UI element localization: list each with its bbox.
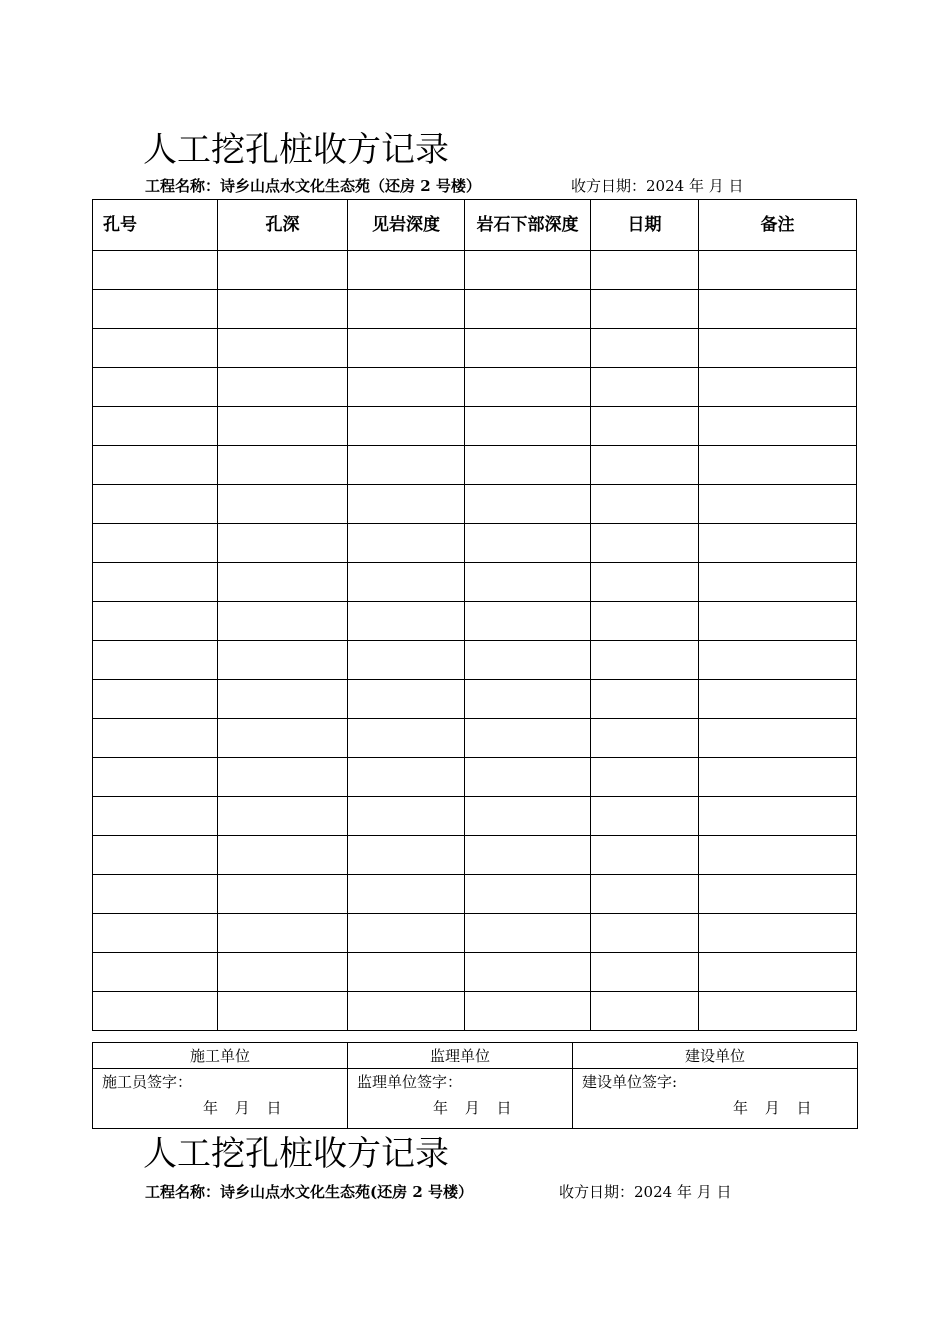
table-row (93, 680, 857, 719)
cell-below-rock-depth[interactable] (465, 290, 591, 329)
cell-hole-no[interactable] (93, 251, 218, 290)
cell-rock-depth[interactable] (348, 875, 465, 914)
table-row (93, 875, 857, 914)
date-value: 2024 年 月 日 (646, 177, 744, 195)
cell-below-rock-depth[interactable] (465, 446, 591, 485)
table-row (93, 485, 857, 524)
project-name-next: 诗乡山点水文化生态苑(还房 2 号楼） (220, 1183, 473, 1201)
col-header-below-rock-depth: 岩石下部深度 (465, 200, 591, 251)
table-row (93, 524, 857, 563)
cell-date[interactable] (591, 290, 699, 329)
cell-date[interactable] (591, 719, 699, 758)
table-row (93, 329, 857, 368)
cell-date[interactable] (591, 797, 699, 836)
cell-remarks[interactable] (699, 875, 857, 914)
collection-date-next (559, 1182, 732, 1202)
cell-hole-no[interactable] (93, 524, 218, 563)
cell-below-rock-depth[interactable] (465, 836, 591, 875)
collection-date (571, 176, 744, 196)
cell-date[interactable] (591, 914, 699, 953)
cell-remarks[interactable] (699, 524, 857, 563)
table-row (93, 290, 857, 329)
project-line-next (145, 1182, 473, 1202)
cell-date[interactable] (591, 329, 699, 368)
cell-hole-no[interactable] (93, 485, 218, 524)
cell-hole-no[interactable] (93, 914, 218, 953)
cell-hole-no[interactable] (93, 329, 218, 368)
cell-date[interactable] (591, 836, 699, 875)
table-row (93, 602, 857, 641)
cell-hole-no[interactable] (93, 836, 218, 875)
cell-hole-no[interactable] (93, 680, 218, 719)
cell-remarks[interactable] (699, 602, 857, 641)
cell-below-rock-depth[interactable] (465, 524, 591, 563)
table-row (93, 797, 857, 836)
cell-date[interactable] (591, 368, 699, 407)
signoff-table (92, 1042, 858, 1129)
col-header-remarks: 备注 (699, 200, 857, 251)
cell-remarks[interactable] (699, 329, 857, 368)
cell-hole-depth[interactable] (218, 836, 348, 875)
cell-hole-depth[interactable] (218, 563, 348, 602)
cell-remarks[interactable] (699, 719, 857, 758)
cell-below-rock-depth[interactable] (465, 992, 591, 1031)
cell-hole-depth[interactable] (218, 407, 348, 446)
cell-rock-depth[interactable] (348, 563, 465, 602)
cell-below-rock-depth[interactable] (465, 329, 591, 368)
cell-remarks[interactable] (699, 953, 857, 992)
cell-below-rock-depth[interactable] (465, 407, 591, 446)
cell-hole-no[interactable] (93, 875, 218, 914)
cell-hole-depth[interactable] (218, 719, 348, 758)
cell-hole-no[interactable] (93, 446, 218, 485)
cell-rock-depth[interactable] (348, 953, 465, 992)
cell-hole-depth[interactable] (218, 524, 348, 563)
cell-rock-depth[interactable] (348, 797, 465, 836)
cell-hole-depth[interactable] (218, 914, 348, 953)
cell-hole-depth[interactable] (218, 290, 348, 329)
cell-rock-depth[interactable] (348, 602, 465, 641)
contractor-signature-label: 施工员签字： (102, 1073, 193, 1091)
project-name: 诗乡山点水文化生态苑（还房 2 号楼） (220, 177, 481, 195)
cell-date[interactable] (591, 251, 699, 290)
cell-rock-depth[interactable] (348, 290, 465, 329)
cell-date[interactable] (591, 641, 699, 680)
cell-below-rock-depth[interactable] (465, 368, 591, 407)
col-header-hole-depth: 孔深 (218, 200, 348, 251)
cell-hole-no[interactable] (93, 290, 218, 329)
cell-hole-no[interactable] (93, 368, 218, 407)
cell-rock-depth[interactable] (348, 368, 465, 407)
cell-below-rock-depth[interactable] (465, 563, 591, 602)
cell-rock-depth[interactable] (348, 446, 465, 485)
date-value-next: 2024 年 月 日 (634, 1183, 732, 1201)
cell-below-rock-depth[interactable] (465, 485, 591, 524)
cell-hole-no[interactable] (93, 641, 218, 680)
cell-below-rock-depth[interactable] (465, 602, 591, 641)
table-row (93, 992, 857, 1031)
signoff-header-row (93, 1043, 858, 1069)
col-header-rock-depth: 见岩深度 (348, 200, 465, 251)
date-label: 收方日期： (571, 177, 647, 195)
cell-rock-depth[interactable] (348, 524, 465, 563)
cell-remarks[interactable] (699, 563, 857, 602)
cell-remarks[interactable] (699, 485, 857, 524)
supervisor-signature-label: 监理单位签字： (357, 1073, 463, 1091)
table-row (93, 641, 857, 680)
cell-hole-no[interactable] (93, 563, 218, 602)
owner-signature-cell[interactable] (573, 1069, 858, 1129)
project-line (145, 176, 481, 196)
cell-date[interactable] (591, 758, 699, 797)
date-label-next: 收方日期： (559, 1183, 635, 1201)
cell-hole-depth[interactable] (218, 446, 348, 485)
project-label: 工程名称： (145, 177, 221, 195)
cell-hole-depth[interactable] (218, 251, 348, 290)
cell-date[interactable] (591, 680, 699, 719)
table-row (93, 563, 857, 602)
cell-hole-depth[interactable] (218, 368, 348, 407)
table-row (93, 914, 857, 953)
cell-remarks[interactable] (699, 914, 857, 953)
contractor-signature-date: 年 月 日 (203, 1099, 282, 1117)
cell-hole-no[interactable] (93, 797, 218, 836)
form-title: 人工挖孔桩收方记录 (143, 130, 449, 170)
cell-remarks[interactable] (699, 407, 857, 446)
cell-hole-depth[interactable] (218, 797, 348, 836)
supervisor-header: 监理单位 (348, 1043, 573, 1069)
table-row (93, 251, 857, 290)
col-header-date: 日期 (591, 200, 699, 251)
cell-date[interactable] (591, 485, 699, 524)
cell-hole-depth[interactable] (218, 953, 348, 992)
table-row (93, 719, 857, 758)
cell-rock-depth[interactable] (348, 719, 465, 758)
cell-date[interactable] (591, 875, 699, 914)
cell-below-rock-depth[interactable] (465, 680, 591, 719)
cell-remarks[interactable] (699, 992, 857, 1031)
contractor-header: 施工单位 (93, 1043, 348, 1069)
table-row (93, 368, 857, 407)
cell-date[interactable] (591, 953, 699, 992)
cell-remarks[interactable] (699, 251, 857, 290)
cell-rock-depth[interactable] (348, 914, 465, 953)
cell-remarks[interactable] (699, 641, 857, 680)
cell-rock-depth[interactable] (348, 992, 465, 1031)
cell-rock-depth[interactable] (348, 251, 465, 290)
table-header-row (93, 200, 857, 251)
cell-hole-depth[interactable] (218, 758, 348, 797)
owner-header: 建设单位 (573, 1043, 858, 1069)
cell-below-rock-depth[interactable] (465, 719, 591, 758)
cell-remarks[interactable] (699, 368, 857, 407)
cell-date[interactable] (591, 602, 699, 641)
supervisor-signature-cell[interactable] (348, 1069, 573, 1129)
cell-below-rock-depth[interactable] (465, 641, 591, 680)
cell-remarks[interactable] (699, 797, 857, 836)
cell-hole-no[interactable] (93, 719, 218, 758)
table-row (93, 446, 857, 485)
cell-below-rock-depth[interactable] (465, 797, 591, 836)
owner-signature-date: 年 月 日 (733, 1099, 812, 1117)
cell-remarks[interactable] (699, 836, 857, 875)
cell-rock-depth[interactable] (348, 485, 465, 524)
cell-date[interactable] (591, 407, 699, 446)
cell-hole-depth[interactable] (218, 641, 348, 680)
cell-hole-depth[interactable] (218, 680, 348, 719)
cell-remarks[interactable] (699, 290, 857, 329)
owner-signature-label: 建设单位签字: (582, 1073, 678, 1091)
table-row (93, 407, 857, 446)
supervisor-signature-date: 年 月 日 (433, 1099, 512, 1117)
record-table (92, 199, 857, 1031)
cell-rock-depth[interactable] (348, 641, 465, 680)
cell-rock-depth[interactable] (348, 680, 465, 719)
cell-date[interactable] (591, 992, 699, 1031)
cell-rock-depth[interactable] (348, 329, 465, 368)
cell-remarks[interactable] (699, 680, 857, 719)
cell-below-rock-depth[interactable] (465, 953, 591, 992)
cell-date[interactable] (591, 446, 699, 485)
col-header-hole-no: 孔号 (93, 200, 218, 251)
table-body (93, 251, 857, 1031)
signoff-body-row (93, 1069, 858, 1129)
cell-hole-no[interactable] (93, 602, 218, 641)
cell-hole-no[interactable] (93, 407, 218, 446)
cell-hole-no[interactable] (93, 758, 218, 797)
cell-hole-no[interactable] (93, 953, 218, 992)
cell-hole-depth[interactable] (218, 992, 348, 1031)
cell-rock-depth[interactable] (348, 758, 465, 797)
cell-hole-depth[interactable] (218, 875, 348, 914)
cell-remarks[interactable] (699, 446, 857, 485)
form-title-next: 人工挖孔桩收方记录 (143, 1134, 449, 1174)
cell-hole-depth[interactable] (218, 602, 348, 641)
cell-hole-no[interactable] (93, 992, 218, 1031)
cell-below-rock-depth[interactable] (465, 251, 591, 290)
project-label-next: 工程名称： (145, 1183, 221, 1201)
table-row (93, 836, 857, 875)
cell-rock-depth[interactable] (348, 407, 465, 446)
cell-rock-depth[interactable] (348, 836, 465, 875)
cell-hole-depth[interactable] (218, 485, 348, 524)
table-row (93, 953, 857, 992)
cell-hole-depth[interactable] (218, 329, 348, 368)
cell-below-rock-depth[interactable] (465, 875, 591, 914)
cell-date[interactable] (591, 524, 699, 563)
contractor-signature-cell[interactable] (93, 1069, 348, 1129)
cell-below-rock-depth[interactable] (465, 914, 591, 953)
cell-below-rock-depth[interactable] (465, 758, 591, 797)
table-row (93, 758, 857, 797)
cell-date[interactable] (591, 563, 699, 602)
cell-remarks[interactable] (699, 758, 857, 797)
